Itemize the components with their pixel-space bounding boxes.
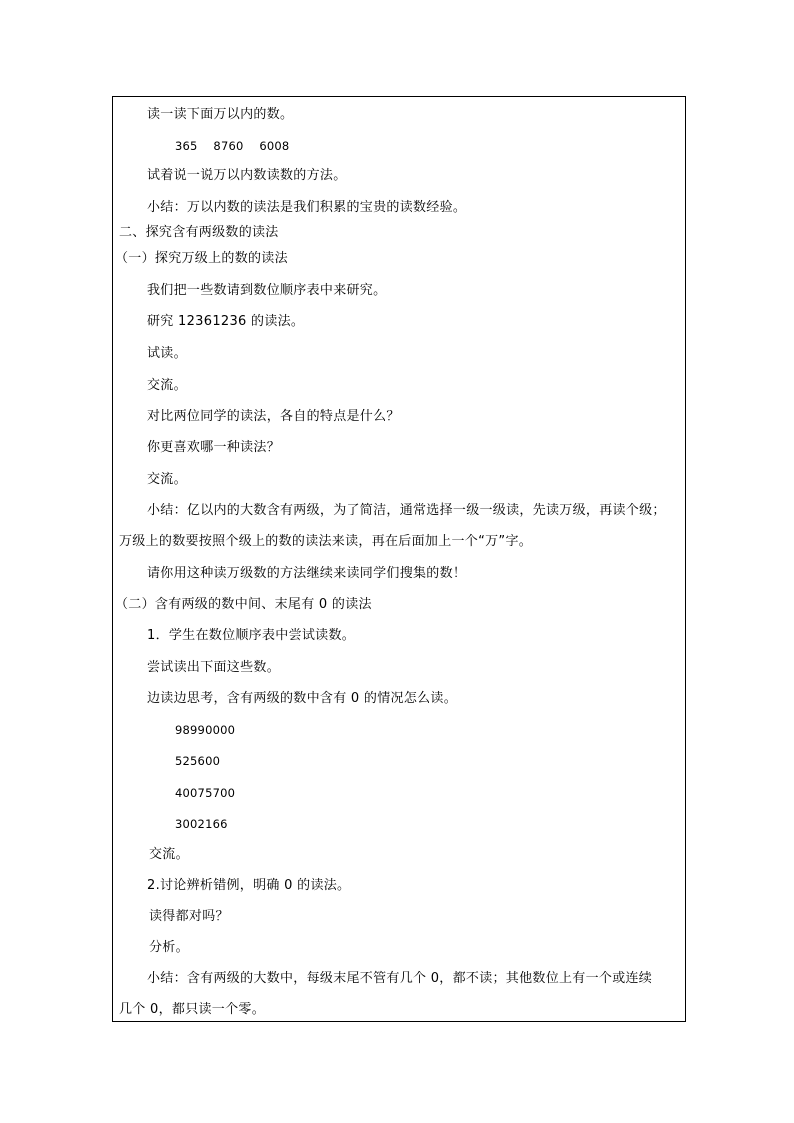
subsection-heading: （二）含有两级的数中间、末尾有 0 的读法 xyxy=(115,597,372,612)
number-item: 525600 xyxy=(175,754,221,768)
text-line: 读一读下面万以内的数。 xyxy=(147,107,294,122)
text-line: 交流。 xyxy=(147,472,187,487)
text-line: 尝试读出下面这些数。 xyxy=(147,660,281,675)
text-line: 小结：亿以内的大数含有两级，为了简洁，通常选择一级一级读，先读万级，再读个级； xyxy=(147,503,666,518)
text-line: 请你用这种读万级数的方法继续来读同学们搜集的数！ xyxy=(147,566,467,581)
text-line: 交流。 xyxy=(147,378,187,393)
number-item: 8760 xyxy=(213,139,244,153)
text-line: 几个 0，都只读一个零。 xyxy=(119,1002,266,1017)
section-heading: 二、探究含有两级数的读法 xyxy=(119,225,279,240)
number-item: 6008 xyxy=(259,139,290,153)
text-line: 边读边思考，含有两级的数中含有 0 的情况怎么读。 xyxy=(147,691,458,706)
text-line: 交流。 xyxy=(149,847,189,862)
text-line: 你更喜欢哪一种读法？ xyxy=(147,440,281,455)
text-line: 试着说一说万以内数读数的方法。 xyxy=(147,168,347,183)
text-line: 研究 12361236 的读法。 xyxy=(147,314,305,329)
text-line: 读得都对吗？ xyxy=(149,909,229,924)
text-line: 对比两位同学的读法，各自的特点是什么？ xyxy=(147,409,400,424)
text-line: 2.讨论辨析错例，明确 0 的读法。 xyxy=(147,878,351,893)
text-line: 万级上的数要按照个级上的数的读法来读，再在后面加上一个“万”字。 xyxy=(119,534,533,549)
subsection-heading: （一）探究万级上的数的读法 xyxy=(115,251,288,266)
number-item: 98990000 xyxy=(175,723,236,737)
text-line: 我们把一些数请到数位顺序表中来研究。 xyxy=(147,283,387,298)
number-item: 365 xyxy=(175,139,198,153)
document-frame xyxy=(112,96,686,1022)
text-line: 分析。 xyxy=(149,940,189,955)
text-line: 1．学生在数位顺序表中尝试读数。 xyxy=(147,628,356,643)
text-line: 试读。 xyxy=(147,346,187,361)
number-row xyxy=(175,137,301,155)
text-line: 小结：万以内数的读法是我们积累的宝贵的读数经验。 xyxy=(147,200,467,215)
number-item: 3002166 xyxy=(175,817,228,831)
number-item: 40075700 xyxy=(175,786,236,800)
text-line: 小结：含有两级的大数中，每级末尾不管有几个 0，都不读；其他数位上有一个或连续 xyxy=(147,971,653,986)
